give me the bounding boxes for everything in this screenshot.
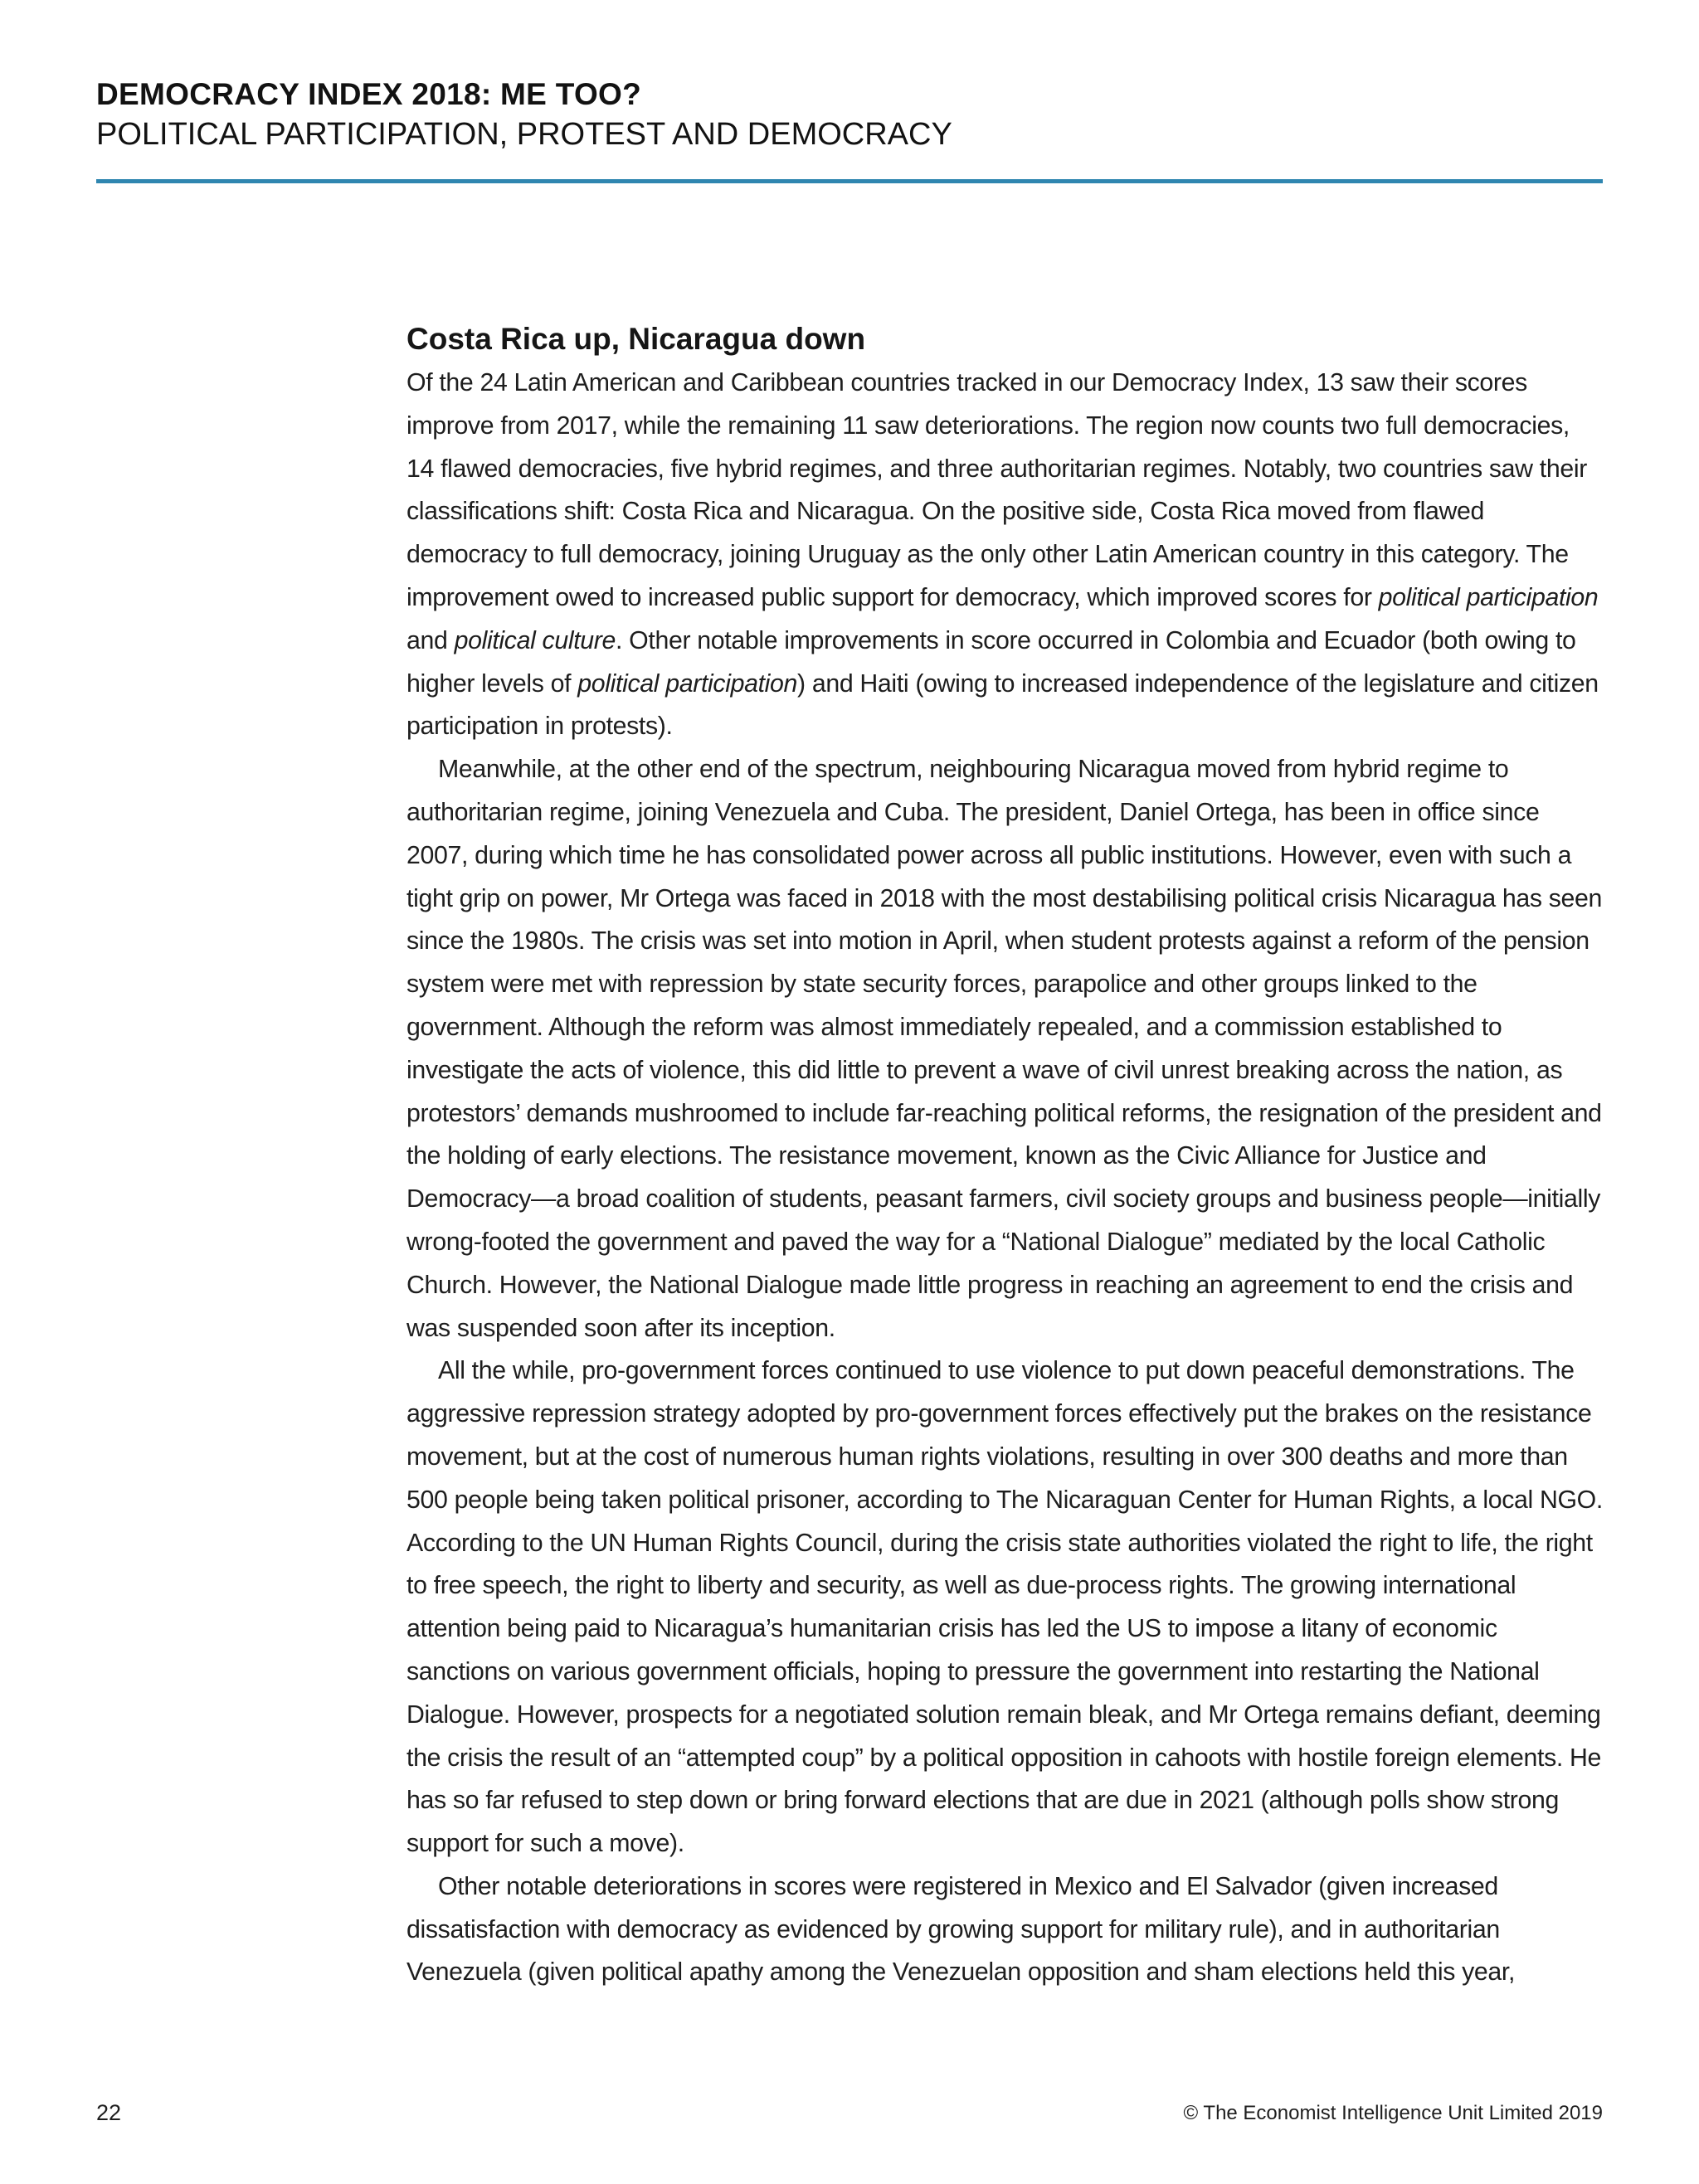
paragraph-1-italic-d: political culture [454,626,616,654]
paragraph-1-text-a: Of the 24 Latin American and Caribbean countries tracked in our Democracy Index, 13 saw their scores improve from 2017, while the remaining 11 saw deteriorations. The region now counts two full democracies, 14 flawed democracies, five hybrid regimes, and three authoritarian regimes. Notably, two countries saw their classifications shift: Costa Rica and Nicaragua. On the positive side, Costa Rica moved from flawed democracy to full democracy, joining Uruguay as the only other Latin American country in this category. The improvement owed to increased public support for democracy, which improved scores for [406,369,1587,611]
report-title: DEMOCRACY INDEX 2018: ME TOO? [96,77,642,111]
chapter-subtitle: POLITICAL PARTICIPATION, PROTEST AND DEMOCRACY [96,117,952,152]
paragraph-3: All the while, pro-government forces continued to use violence to put down peaceful demonstrations. The aggressive repression strategy adopted by pro-government forces effectively put the brakes on the resistance movement, but at the cost of numerous human rights violations, resulting in over 300 deaths and more than 500 people being taken political prisoner, according to The Nicaraguan Center for Human Rights, a local NGO. According to the UN Human Rights Council, during the crisis state authorities violated the right to life, the right to free speech, the right to liberty and security, as well as due-process rights. The growing international attention being paid to Nicaragua’s humanitarian crisis has led the US to impose a litany of economic sanctions on various government officials, hoping to pressure the government into restarting the National Dialogue. However, prospects for a negotiated solution remain bleak, and Mr Ortega remains defiant, deeming the crisis the result of an “attempted coup” by a political opposition in cahoots with hostile foreign elements. He has so far refused to step down or bring forward elections that are due in 2021 (although polls show strong support for such a move). [406,1357,1603,1858]
paragraph-1-text-g: ) and Haiti (owing to increased independence of the legislature and citizen participation in protests). [406,669,1599,741]
paragraph-1-italic-b: political participation [1378,583,1599,611]
paragraph-4: Other notable deteriorations in scores were registered in Mexico and El Salvador (given increased dissatisfaction with democracy as evidenced by growing support for military rule), and in authoritarian Venezuela (given political apathy among the Venezuelan opposition and sham elections held this year, [406,1872,1516,1987]
article-body [406,319,1603,1994]
copyright-notice: © The Economist Intelligence Unit Limited 2019 [1183,2102,1603,2124]
paragraph-1-italic-f: political participation [577,669,798,698]
paragraph-1-text-e: . Other notable improvements in score occurred in Colombia and Ecuador (both owing to higher levels of [406,626,1576,698]
paragraph-1-text-c: and [406,626,455,654]
page-number: 22 [96,2100,122,2125]
paragraph-2: Meanwhile, at the other end of the spectrum, neighbouring Nicaragua moved from hybrid regime to authoritarian regime, joining Venezuela and Cuba. The president, Daniel Ortega, has been in office since 2007, during which time he has consolidated power across all public institutions. However, even with such a tight grip on power, Mr Ortega was faced in 2018 with the most destabilising political crisis Nicaragua has seen since the 1980s. The crisis was set into motion in April, when student protests against a reform of the pension system were met with repression by state security forces, parapolice and other groups linked to the government. Although the reform was almost immediately repealed, and a commission established to investigate the acts of violence, this did little to prevent a wave of civil unrest breaking across the nation, as protestors’ demands mushroomed to include far-reaching political reforms, the resignation of the president and the holding of early elections. The resistance movement, known as the Civic Alliance for Justice and Democracy—a broad coalition of students, peasant farmers, civil society groups and business people—initially wrong-footed the government and paved the way for a “National Dialogue” mediated by the local Catholic Church. However, the National Dialogue made little progress in reaching an agreement to end the crisis and was suspended soon after its inception. [406,756,1603,1342]
section-heading: Costa Rica up, Nicaragua down [406,322,866,356]
header-divider [96,179,1603,183]
page-header [96,75,1603,154]
paragraph-1 [406,362,1603,748]
